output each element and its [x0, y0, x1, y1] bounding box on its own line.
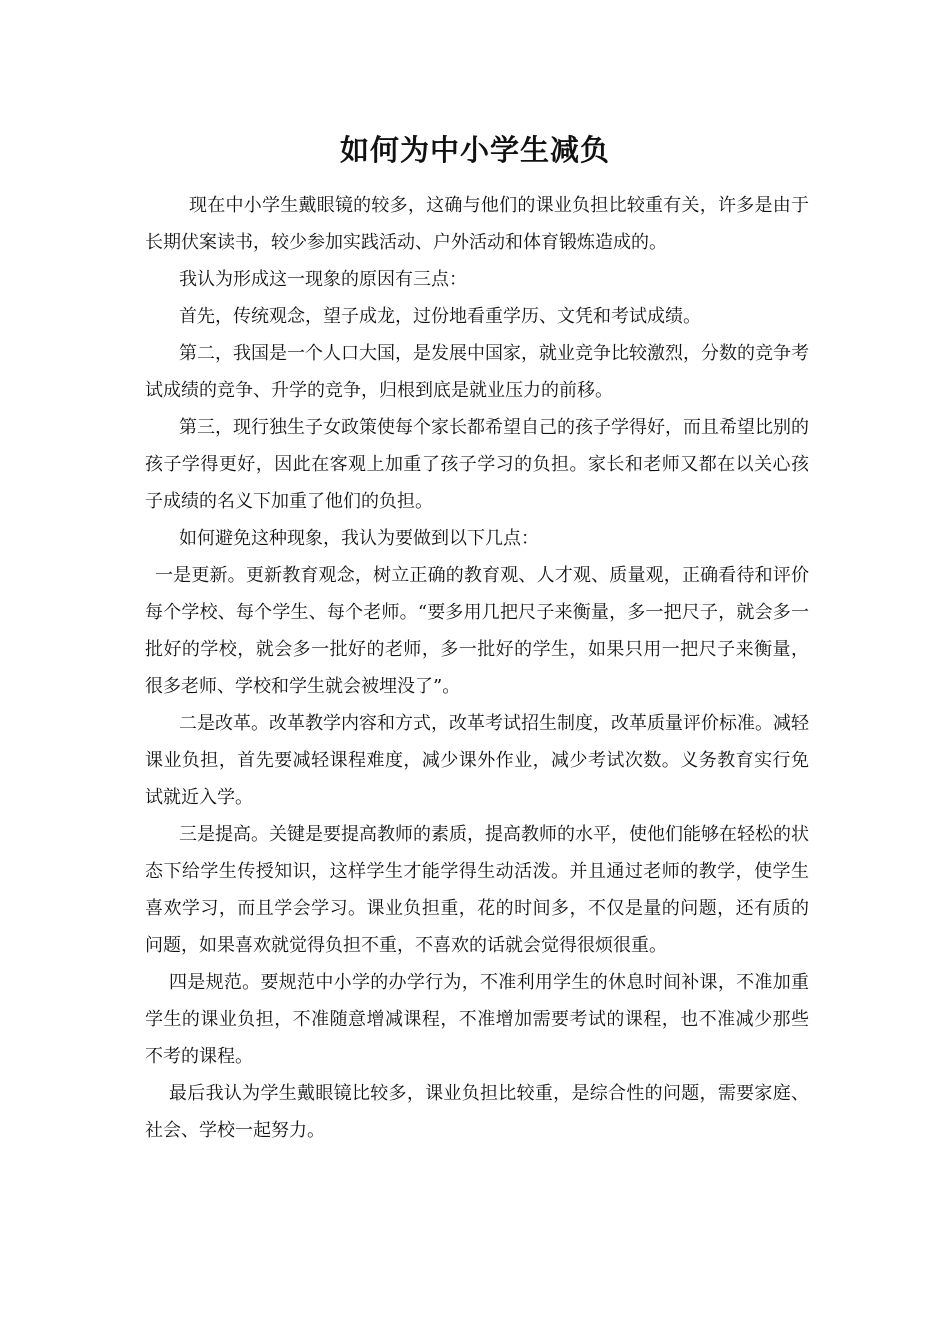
paragraph-solution-improve: 三是提高。关键是要提高教师的素质，提高教师的水平，使他们能够在轻松的状态下给学生传授知识，这样学生才能学得生动活泼。并且通过老师的教学，使学生喜欢学习，而且学会学习。课业负担重，花的时间多，不仅是量的问题，还有质的问题，如果喜欢就觉得负担不重，不喜欢的话就会觉得很烦很重。 [145, 824, 809, 956]
paragraph-conclusion: 最后我认为学生戴眼镜比较多，课业负担比较重，是综合性的问题，需要家庭、社会、学校一起努力。 [145, 1083, 809, 1141]
paragraph-cause-third: 第三，现行独生子女政策使每个家长都希望自己的孩子学得好，而且希望比别的孩子学得更好，因此在客观上加重了孩子学习的负担。家长和老师又都在以关心孩子成绩的名义下加重了他们的负担。 [145, 417, 809, 512]
document-title: 如何为中小学生减负 [339, 133, 610, 167]
paragraph-intro: 现在中小学生戴眼镜的较多，这确与他们的课业负担比较重有关，许多是由于长期伏案读书，较少参加实践活动、户外活动和体育锻炼造成的。 [145, 195, 809, 253]
paragraph-cause-second: 第二，我国是一个人口大国，是发展中国家，就业竞争比较激烈，分数的竞争考试成绩的竞争、升学的竞争，归根到底是就业压力的前移。 [145, 343, 809, 401]
paragraph-causes-intro: 我认为形成这一现象的原因有三点： [179, 269, 467, 290]
document-body [145, 187, 809, 1149]
paragraph-solution-update: 一是更新。更新教育观念，树立正确的教育观、人才观、质量观，正确看待和评价每个学校、每个学生、每个老师。“要多用几把尺子来衡量，多一把尺子，就会多一批好的学校，就会多一批好的老师，多一批好的学生，如果只用一把尺子来衡量，很多老师、学校和学生就会被埋没了”。 [145, 565, 809, 697]
paragraph-cause-first: 首先，传统观念，望子成龙，过份地看重学历、文凭和考试成绩。 [179, 306, 701, 327]
paragraph-solution-standardize: 四是规范。要规范中小学的办学行为，不准利用学生的休息时间补课，不准加重学生的课业负担，不准随意增减课程，不准增加需要考试的课程，也不准减少那些不考的课程。 [145, 972, 809, 1067]
paragraph-solution-reform: 二是改革。改革教学内容和方式，改革考试招生制度，改革质量评价标准。减轻课业负担，首先要减轻课程难度，减少课外作业，减少考试次数。义务教育实行免试就近入学。 [145, 713, 809, 808]
paragraph-solutions-intro: 如何避免这种现象，我认为要做到以下几点： [179, 528, 539, 549]
